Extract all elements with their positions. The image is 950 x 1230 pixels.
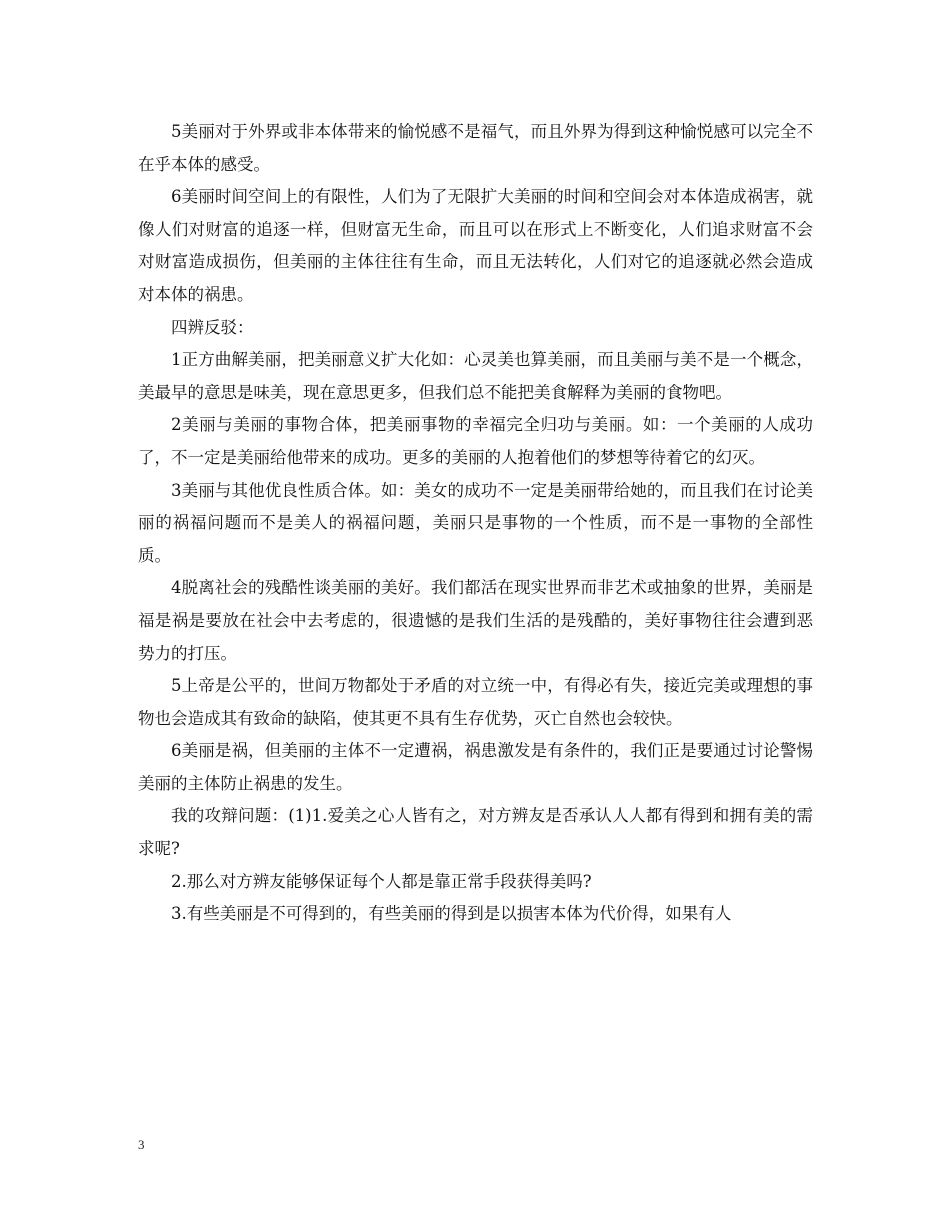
document-body — [138, 116, 813, 931]
paragraph: 2美丽与美丽的事物合体，把美丽事物的幸福完全归功与美丽。如：一个美丽的人成功了，不一定是美丽给他带来的成功。更多的美丽的人抱着他们的梦想等待着它的幻灭。 — [138, 415, 813, 467]
paragraph: 6美丽时间空间上的有限性，人们为了无限扩大美丽的时间和空间会对本体造成祸害，就像人们对财富的追逐一样，但财富无生命，而且可以在形式上不断变化，人们追求财富不会对财富造成损伤，但美丽的主体往往有生命，而且无法转化，人们对它的追逐就必然会造成对本体的祸患。 — [138, 187, 813, 304]
paragraph: 6美丽是祸，但美丽的主体不一定遭祸，祸患激发是有条件的，我们正是要通过讨论警惕美丽的主体防止祸患的发生。 — [138, 741, 813, 793]
paragraph: 5美丽对于外界或非本体带来的愉悦感不是福气，而且外界为得到这种愉悦感可以完全不在乎本体的感受。 — [138, 122, 813, 174]
paragraph: 我的攻辩问题：(1)1.爱美之心人皆有之，对方辨友是否承认人人都有得到和拥有美的需求呢? — [138, 806, 813, 859]
page-number: 3 — [138, 1137, 145, 1152]
paragraph: 3.有些美丽是不可得到的，有些美丽的得到是以损害本体为代价得，如果有人 — [171, 904, 732, 924]
paragraph: 1正方曲解美丽，把美丽意义扩大化如：心灵美也算美丽，而且美丽与美不是一个概念，美最早的意思是味美，现在意思更多，但我们总不能把美食解释为美丽的食物吧。 — [138, 350, 813, 402]
section-heading: 四辨反驳： — [171, 317, 254, 337]
paragraph: 2.那么对方辨友能够保证每个人都是靠正常手段获得美吗? — [171, 871, 592, 891]
paragraph: 3美丽与其他优良性质合体。如：美女的成功不一定是美丽带给她的，而且我们在讨论美丽的祸福问题而不是美人的祸福问题，美丽只是事物的一个性质，而不是一事物的全部性质。 — [138, 480, 813, 565]
paragraph: 4脱离社会的残酷性谈美丽的美好。我们都活在现实世界而非艺术或抽象的世界，美丽是福是祸是要放在社会中去考虑的，很遗憾的是我们生活的是残酷的，美好事物往往会遭到恶势力的打压。 — [138, 578, 813, 663]
paragraph: 5上帝是公平的，世间万物都处于矛盾的对立统一中，有得必有失，接近完美或理想的事物也会造成其有致命的缺陷，使其更不具有生存优势，灭亡自然也会较快。 — [138, 676, 813, 728]
